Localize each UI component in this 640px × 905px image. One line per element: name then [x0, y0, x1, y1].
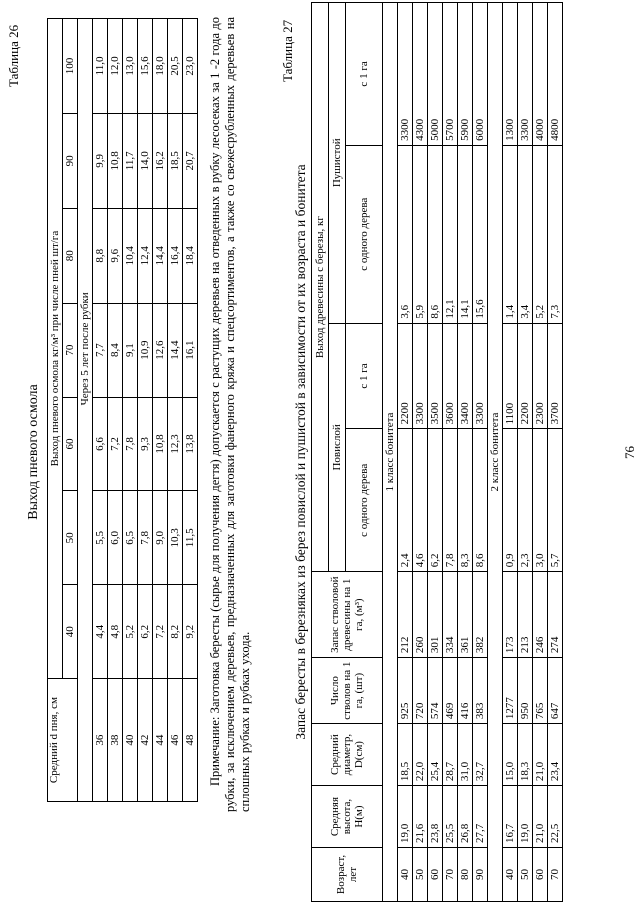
table26-cell: 10,8 [153, 397, 168, 491]
table27-cell: 4800 [548, 3, 563, 146]
table27-cell: 212 [398, 572, 413, 658]
table-row [123, 19, 138, 802]
table26-cell: 10,3 [168, 491, 183, 585]
table27-cell: 23,8 [428, 786, 443, 848]
table27-cell: 246 [533, 572, 548, 658]
table26-cell: 14,4 [168, 303, 183, 397]
table27-cell: 3,6 [398, 145, 413, 323]
table27-cell: 382 [473, 572, 488, 658]
table27-cell: 31,0 [458, 724, 473, 786]
table27-cell: 574 [428, 658, 443, 724]
table27-cell: 26,8 [458, 786, 473, 848]
table27-cell: 40 [503, 848, 518, 902]
t27-h-per-tree-2: с одного дерева [346, 145, 383, 323]
table26-cell: 9,6 [108, 208, 123, 303]
table26-cell: 13,0 [123, 19, 138, 114]
table27-cell: 32,7 [473, 724, 488, 786]
table-row [548, 3, 563, 902]
t27-h-stems: Число стволов на 1 га, (шт) [312, 658, 383, 724]
table27-cell: 4300 [413, 3, 428, 146]
table26-cell: 9,9 [93, 113, 108, 208]
table27-cell: 14,1 [458, 145, 473, 323]
table26-cell: 7,8 [123, 397, 138, 491]
table26-cell: 9,0 [153, 491, 168, 585]
t27-h-povislaya: Повислой [329, 323, 346, 572]
table26-title: Выход пневого осмола [26, 384, 41, 520]
table-row [153, 19, 168, 802]
table27-cell: 0,9 [503, 429, 518, 572]
table26-cell: 6,5 [123, 491, 138, 585]
table27-cell: 213 [518, 572, 533, 658]
table26-cell-d: 46 [168, 679, 183, 802]
table-row [108, 19, 123, 802]
note-paragraph [208, 17, 253, 812]
table27-cell: 950 [518, 658, 533, 724]
table27-cell: 6,2 [428, 429, 443, 572]
table27-cell: 383 [473, 658, 488, 724]
table27 [311, 2, 563, 902]
t27-h-diameter: Средний диаметр, D(см) [312, 724, 383, 786]
table27-cell: 15,0 [503, 724, 518, 786]
table27-cell: 3300 [413, 323, 428, 429]
table26-cell: 16,1 [183, 303, 198, 397]
table-row [93, 19, 108, 802]
t27-h-per-ha-1: с 1 га [346, 323, 383, 429]
table27-cell: 40 [398, 848, 413, 902]
table27-cell: 12,1 [443, 145, 458, 323]
table26-cell: 16,4 [168, 208, 183, 303]
table26-cell-d: 38 [108, 679, 123, 802]
table26-cell: 18,5 [168, 113, 183, 208]
table26-cell-d: 42 [138, 679, 153, 802]
table26-cell-d: 36 [93, 679, 108, 802]
table26-subheader: Через 5 лет после рубки [78, 19, 93, 679]
table-row [183, 19, 198, 802]
table27-cell: 3300 [518, 3, 533, 146]
table27-cell: 8,6 [428, 145, 443, 323]
table27-cell: 1300 [503, 3, 518, 146]
table-row [503, 3, 518, 902]
table26-count-header: 40 [63, 585, 78, 679]
t27-h-per-ha-2: с 1 га [346, 3, 383, 146]
table26-cell: 11,5 [183, 491, 198, 585]
table26-cell: 7,2 [153, 585, 168, 679]
table-row [413, 3, 428, 902]
table27-cell: 5700 [443, 3, 458, 146]
table26-header-row [48, 19, 63, 802]
t27-h-output: Выход древесины с березы, кг [312, 3, 329, 572]
table27-cell: 70 [548, 848, 563, 902]
table27-cell: 647 [548, 658, 563, 724]
table27-cell: 361 [458, 572, 473, 658]
table27-cell: 173 [503, 572, 518, 658]
table-row [168, 19, 183, 802]
table27-cell: 50 [518, 848, 533, 902]
table27-cell: 2,3 [518, 429, 533, 572]
table-row [533, 3, 548, 902]
table27-cell: 3600 [443, 323, 458, 429]
table27-cell: 21,6 [413, 786, 428, 848]
table27-cell: 25,4 [428, 724, 443, 786]
table26-cell: 20,5 [168, 19, 183, 114]
table27-cell: 5,9 [413, 145, 428, 323]
table-row [518, 3, 533, 902]
table26-cell: 5,5 [93, 491, 108, 585]
table-row [473, 3, 488, 902]
table26-cell-d: 44 [153, 679, 168, 802]
table26-cell: 10,8 [108, 113, 123, 208]
table27-cell: 5,2 [533, 145, 548, 323]
table26-cell: 14,0 [138, 113, 153, 208]
table-row [458, 3, 473, 902]
table27-cell: 1,4 [503, 145, 518, 323]
table27-cell: 765 [533, 658, 548, 724]
table27-cell: 3300 [473, 323, 488, 429]
table27-cell: 5,7 [548, 429, 563, 572]
table27-cell: 2,4 [398, 429, 413, 572]
table26-cell: 18,4 [183, 208, 198, 303]
table27-cell: 3700 [548, 323, 563, 429]
table26-cell: 12,3 [168, 397, 183, 491]
table26-cell: 10,9 [138, 303, 153, 397]
table26-cell: 8,4 [108, 303, 123, 397]
table27-cell: 260 [413, 572, 428, 658]
table26-cell: 4,4 [93, 585, 108, 679]
table26-cell: 9,3 [138, 397, 153, 491]
table26-cell: 12,0 [108, 19, 123, 114]
rotated-page [2, 2, 638, 902]
table26-cell: 6,0 [108, 491, 123, 585]
table27-cell: 3500 [428, 323, 443, 429]
table27-cell: 334 [443, 572, 458, 658]
table26-count-header: 80 [63, 208, 78, 303]
table27-cell: 4,6 [413, 429, 428, 572]
table26-cell: 20,7 [183, 113, 198, 208]
table27-cell: 1100 [503, 323, 518, 429]
table26-cell: 9,1 [123, 303, 138, 397]
t27-h-stock: Запас стволовой древесины на 1 га, (м³) [312, 572, 383, 658]
table26-cell: 14,4 [153, 208, 168, 303]
table27-cell: 21,0 [533, 724, 548, 786]
table27-cell: 6000 [473, 3, 488, 146]
table27-cell: 18,3 [518, 724, 533, 786]
table26-cell: 16,2 [153, 113, 168, 208]
table27-label: Таблица 27 [280, 19, 295, 82]
table27-cell: 90 [473, 848, 488, 902]
t27-h-age: Возраст, лет [312, 848, 383, 902]
table26-cell: 10,4 [123, 208, 138, 303]
table27-cell: 1277 [503, 658, 518, 724]
table27-cell: 3,4 [518, 145, 533, 323]
table27-cell: 4000 [533, 3, 548, 146]
t27-h-height: Средняя высота, Н(м) [312, 786, 383, 848]
table26-cell: 11,7 [123, 113, 138, 208]
table27-cell: 2300 [533, 323, 548, 429]
table26-cell: 12,6 [153, 303, 168, 397]
table26-cell: 18,0 [153, 19, 168, 114]
table27-cell: 80 [458, 848, 473, 902]
table27-cell: 2200 [398, 323, 413, 429]
table27-cell: 22,0 [413, 724, 428, 786]
table27-cell: 60 [533, 848, 548, 902]
table26-cell: 7,2 [108, 397, 123, 491]
table27-title: Запас бересты в березняках из берез повислой и пушистой в зависимости от их возраста и бонитета [293, 164, 308, 740]
t27-h-per-tree-1: с одного дерева [346, 429, 383, 572]
table26-cell: 12,4 [138, 208, 153, 303]
table26-cell: 13,8 [183, 397, 198, 491]
note-text: Примечание: Заготовка бересты (сырье для получения дегтя) допускается с растущих деревьев на отведенных в рубку лесосеках за 1 -2 года до рубки, за исключением деревьев, предназначенных для заготовки фанерного кряжа и спецсортиментов, а также со свежесрубленных деревьев на сплошных рубках и рубках ухода. [208, 17, 252, 812]
table27-cell: 2200 [518, 323, 533, 429]
table27-cell: 8,6 [473, 429, 488, 572]
table27-cell: 25,5 [443, 786, 458, 848]
table26-cell: 8,8 [93, 208, 108, 303]
table26-cell: 6,2 [138, 585, 153, 679]
table27-section-label: 2 класс бонитета [488, 3, 503, 902]
table26-cell: 11,0 [93, 19, 108, 114]
table26-group-header: Выход пневого осмола кг/м³ при числе пней шт/га [48, 19, 63, 679]
table26-cell: 8,2 [168, 585, 183, 679]
table27-cell: 18,5 [398, 724, 413, 786]
table26-cell: 9,2 [183, 585, 198, 679]
table27-cell: 7,3 [548, 145, 563, 323]
table27-section-label: 1 класс бонитета [383, 3, 398, 902]
table26-cell: 23,0 [183, 19, 198, 114]
table26-cell: 7,7 [93, 303, 108, 397]
table27-cell: 23,4 [548, 724, 563, 786]
table26-count-header: 50 [63, 491, 78, 585]
table26-cell: 7,8 [138, 491, 153, 585]
table27-cell: 720 [413, 658, 428, 724]
table27-cell: 19,0 [518, 786, 533, 848]
table27-cell: 28,7 [443, 724, 458, 786]
table27-cell: 5900 [458, 3, 473, 146]
table26-col-header-d: Средний d пня, см [48, 679, 78, 802]
table-row [428, 3, 443, 902]
table26-cell: 6,6 [93, 397, 108, 491]
table27-cell: 15,6 [473, 145, 488, 323]
table27-section-row [488, 3, 503, 902]
table-row [138, 19, 153, 802]
table27-cell: 469 [443, 658, 458, 724]
table27-cell: 274 [548, 572, 563, 658]
table27-cell: 301 [428, 572, 443, 658]
table26-cell-d: 48 [183, 679, 198, 802]
table-row [443, 3, 458, 902]
table26-cell-d: 40 [123, 679, 138, 802]
table27-cell: 3300 [398, 3, 413, 146]
table26-cell: 5,2 [123, 585, 138, 679]
table26-label: Таблица 26 [6, 24, 21, 87]
t27-h-pushistaya: Пушистой [329, 3, 346, 324]
table27-cell: 7,8 [443, 429, 458, 572]
table26 [47, 18, 198, 802]
table26-cell: 15,6 [138, 19, 153, 114]
table27-cell: 16,7 [503, 786, 518, 848]
table27-cell: 27,7 [473, 786, 488, 848]
table27-cell: 19,0 [398, 786, 413, 848]
table27-cell: 8,3 [458, 429, 473, 572]
page-number: 76 [622, 446, 637, 459]
table27-cell: 3400 [458, 323, 473, 429]
table26-count-header: 70 [63, 303, 78, 397]
table27-cell: 70 [443, 848, 458, 902]
table27-cell: 416 [458, 658, 473, 724]
table27-cell: 21,0 [533, 786, 548, 848]
table27-section-row [383, 3, 398, 902]
table27-cell: 50 [413, 848, 428, 902]
table27-cell: 60 [428, 848, 443, 902]
table27-cell: 22,5 [548, 786, 563, 848]
table-row [398, 3, 413, 902]
table27-cell: 3,0 [533, 429, 548, 572]
table26-count-header: 90 [63, 113, 78, 208]
table26-subheader-row [78, 19, 93, 802]
table26-count-header: 60 [63, 397, 78, 491]
table26-cell: 4,8 [108, 585, 123, 679]
table26-count-header: 100 [63, 19, 78, 114]
table27-cell: 925 [398, 658, 413, 724]
table27-cell: 5000 [428, 3, 443, 146]
